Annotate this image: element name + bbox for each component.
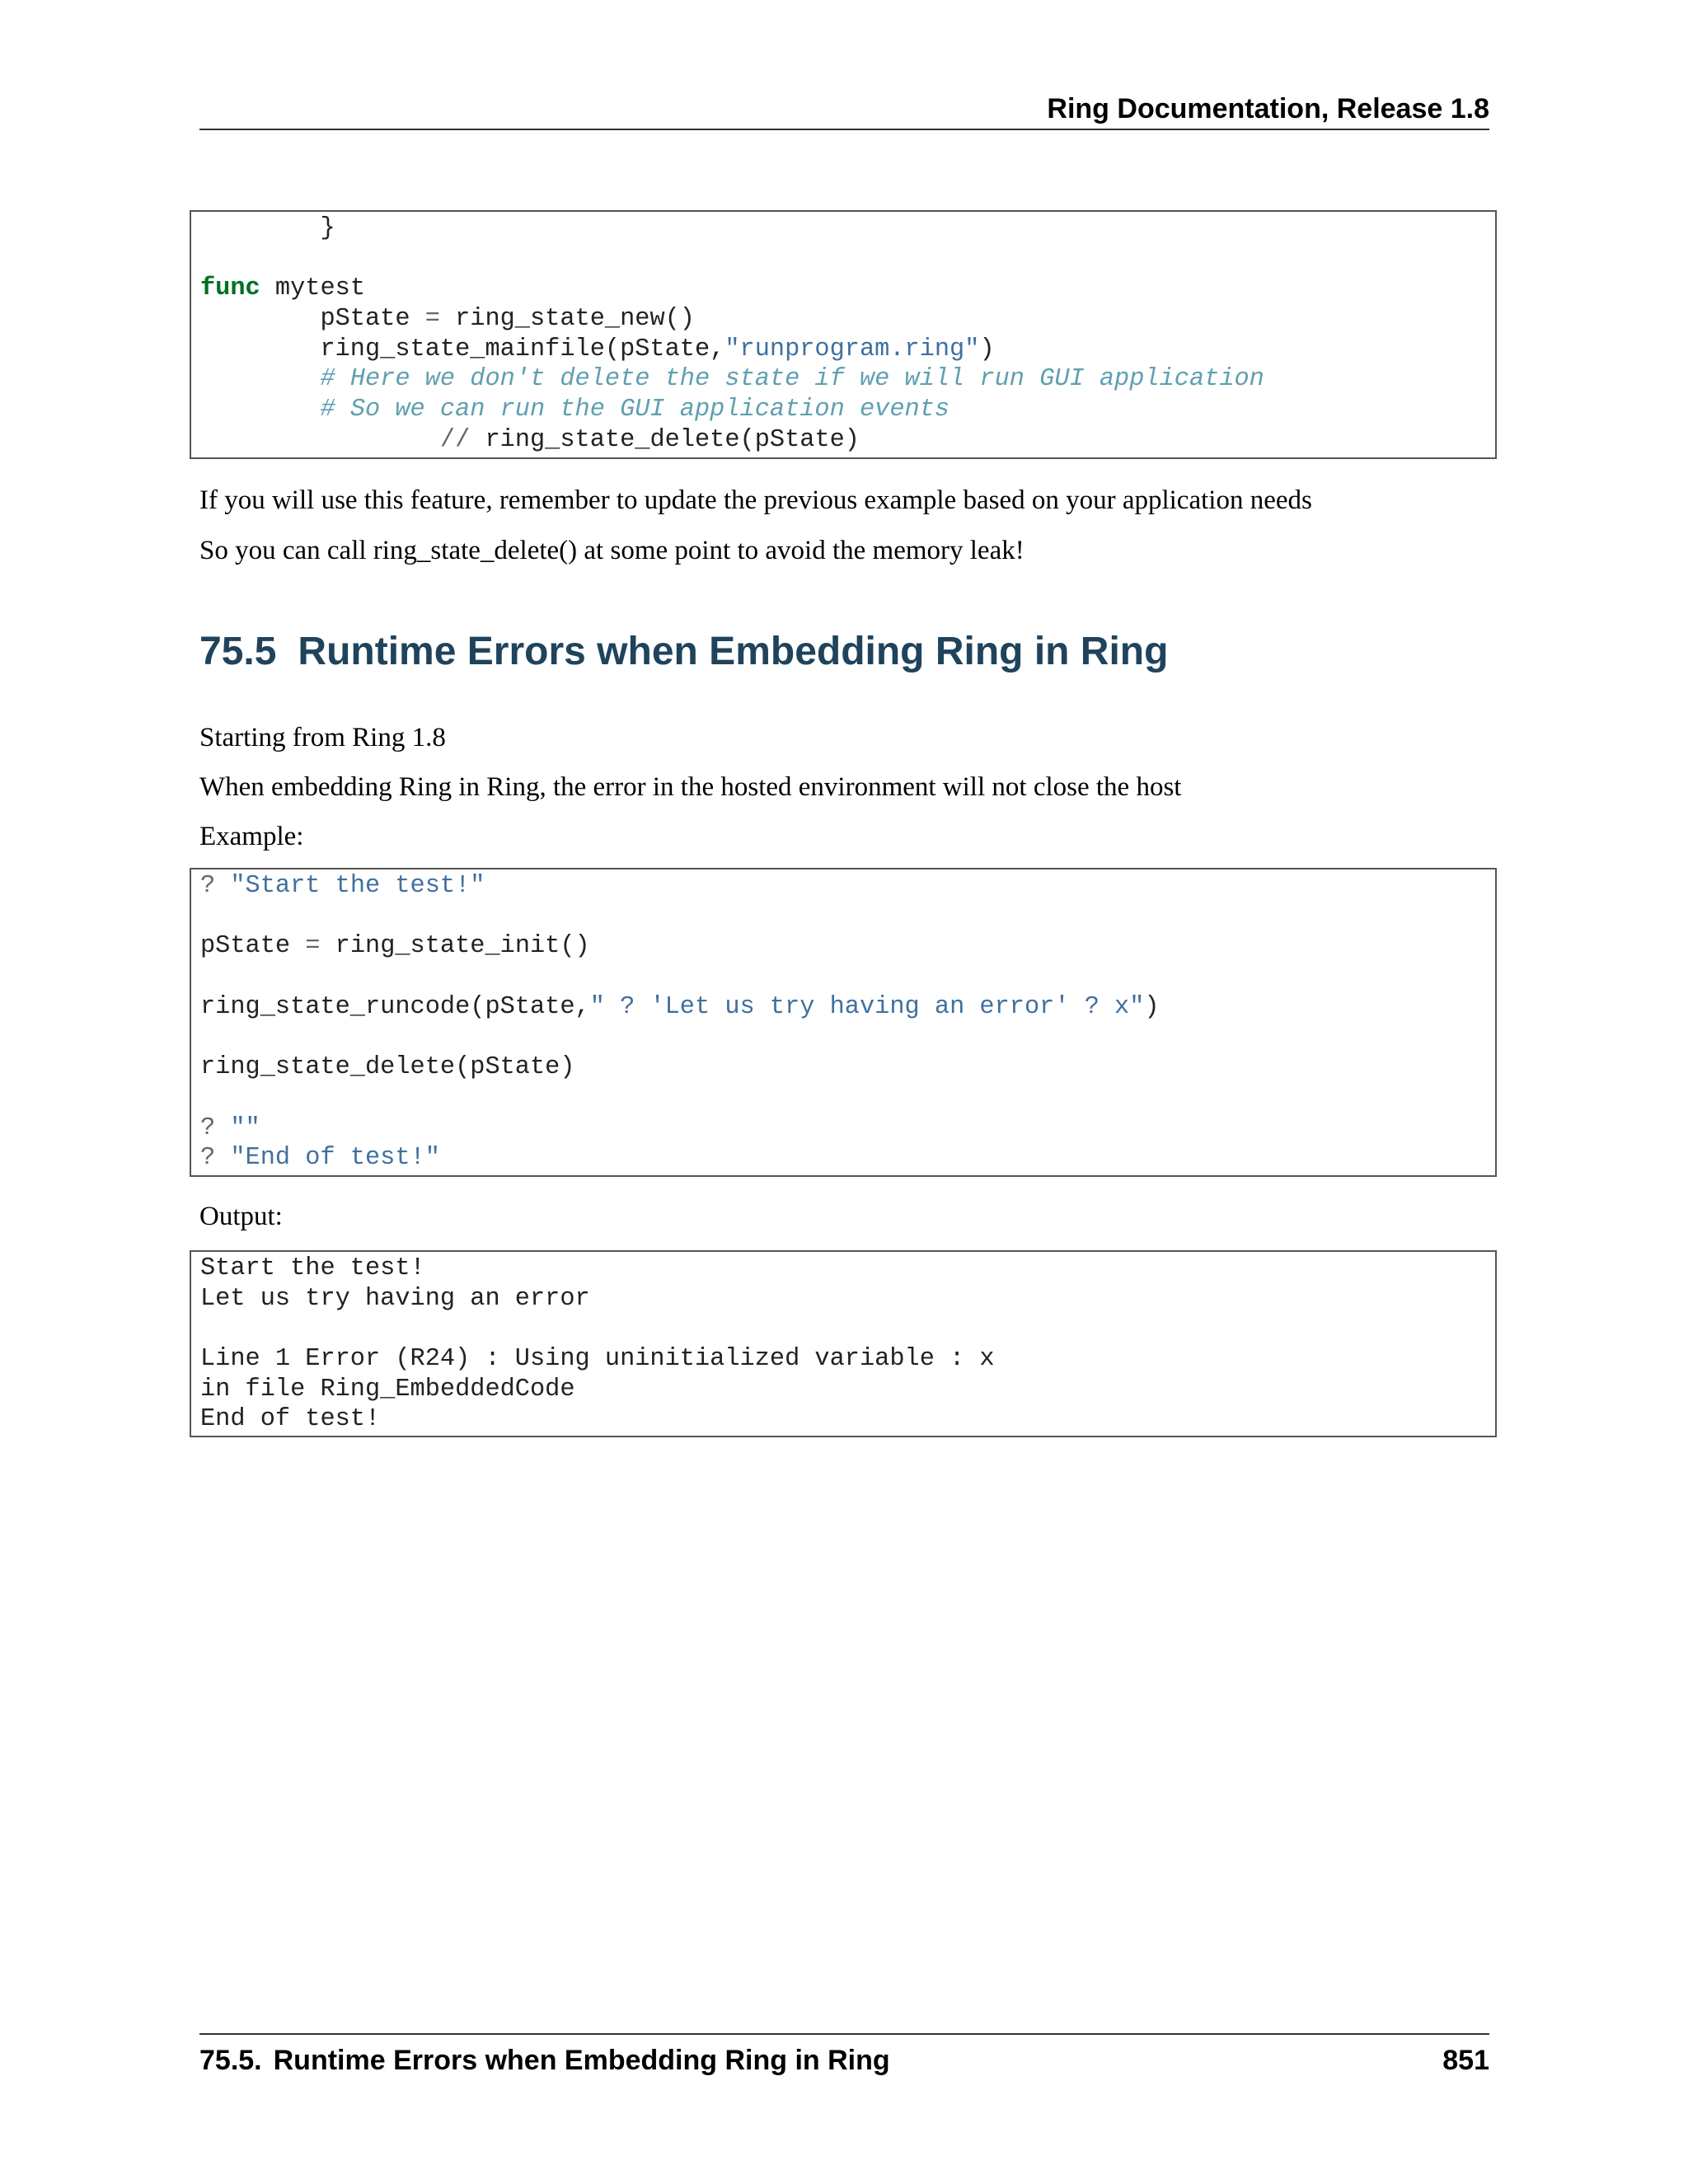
code-line: [200, 335, 1495, 365]
paragraph-memory-leak: So you can call ring_state_delete() at some point to avoid the memory leak!: [199, 536, 1025, 565]
code-line: [200, 1113, 1495, 1144]
code-token-text: [215, 1144, 230, 1172]
footer-section-title: Runtime Errors when Embedding Ring in Ring: [273, 2045, 890, 2076]
footer-section: [199, 2044, 890, 2077]
code-token-operator: ?: [200, 1144, 216, 1173]
output-label: Output:: [199, 1202, 283, 1231]
code-token-keyword: func: [200, 274, 260, 303]
code-token-operator: =: [424, 305, 440, 334]
output-block: [190, 1250, 1497, 1437]
paragraph-starting-from: Starting from Ring 1.8: [199, 723, 446, 752]
code-token-text: ring_state_runcode(pState,: [200, 992, 590, 1021]
code-line: [200, 244, 1495, 274]
code-token-text: [200, 365, 320, 393]
section-heading: [199, 628, 1168, 676]
code-block-runtime-error-example: [190, 868, 1497, 1177]
code-line: [200, 902, 1495, 932]
code-token-text: }: [200, 214, 335, 242]
code-line: [200, 213, 1495, 244]
output-line: Line 1 Error (R24) : Using uninitialized variable : x: [200, 1345, 995, 1374]
code-line: [200, 1022, 1495, 1052]
running-header-title: Ring Documentation, Release 1.8: [1047, 93, 1489, 124]
code-token-text: pState: [200, 305, 425, 334]
code-token-text: mytest: [260, 274, 366, 303]
header-rule: [199, 129, 1489, 130]
section-title: Runtime Errors when Embedding Ring in Ring: [298, 630, 1169, 673]
code-token-comment: # Here we don't delete the state if we will run GUI application: [320, 365, 1264, 394]
code-token-text: ring_state_delete(pState): [470, 425, 860, 454]
code-line: [200, 931, 1495, 962]
code-token-comment: # So we can run the GUI application events: [320, 396, 950, 424]
output-line: Let us try having an error: [200, 1284, 590, 1313]
code-line: [200, 1052, 1495, 1083]
code-line: [200, 962, 1495, 992]
code-line: [200, 1143, 1495, 1174]
code-token-text: [200, 396, 320, 424]
code-token-text: [215, 872, 230, 900]
output-line: Start the test!: [200, 1254, 425, 1282]
code-token-text: ring_state_new(): [439, 305, 695, 334]
code-line: [200, 425, 1495, 456]
code-line: [200, 395, 1495, 425]
code-token-text: ): [1144, 992, 1160, 1021]
code-token-operator: ?: [200, 872, 216, 900]
paragraph-hosted-environment: When embedding Ring in Ring, the error in the hosted environment will not close the host: [199, 772, 1182, 802]
code-block-embedding-mainfile: [190, 210, 1497, 459]
code-token-string: " ? 'Let us try having an error' ? x": [589, 992, 1145, 1021]
code-line: [200, 364, 1495, 395]
page-number: 851: [1442, 2045, 1489, 2076]
code-token-text: [215, 1114, 230, 1142]
code-token-text: pState: [200, 932, 306, 961]
code-line: [200, 304, 1495, 335]
output-line: [200, 1314, 1495, 1344]
code-token-string: "Start the test!": [230, 872, 485, 900]
code-token-string: "runprogram.ring": [724, 335, 980, 363]
code-token-text: [200, 426, 440, 454]
code-token-text: ): [979, 335, 995, 363]
code-line: [200, 992, 1495, 1023]
code-token-text: ring_state_init(): [320, 932, 590, 961]
code-line: [200, 1083, 1495, 1113]
code-line: [200, 274, 1495, 304]
section-number: 75.5: [199, 630, 277, 673]
code-line: [200, 871, 1495, 902]
code-token-operator: ?: [200, 1113, 216, 1142]
code-token-text: ring_state_mainfile(pState,: [200, 335, 725, 363]
output-line: End of test!: [200, 1405, 381, 1434]
paragraph-update-example: If you will use this feature, remember to update the previous example based on your application needs: [199, 485, 1312, 515]
code-token-operator: //: [439, 425, 471, 454]
output-line: in file Ring_EmbeddedCode: [200, 1375, 575, 1404]
footer-rule: [199, 2033, 1489, 2035]
code-token-string: "": [230, 1113, 260, 1142]
example-label: Example:: [199, 822, 304, 851]
footer-section-number: 75.5.: [199, 2045, 262, 2076]
code-token-string: "End of test!": [230, 1144, 440, 1173]
code-token-operator: =: [305, 932, 321, 961]
code-token-text: ring_state_delete(pState): [200, 1053, 575, 1082]
